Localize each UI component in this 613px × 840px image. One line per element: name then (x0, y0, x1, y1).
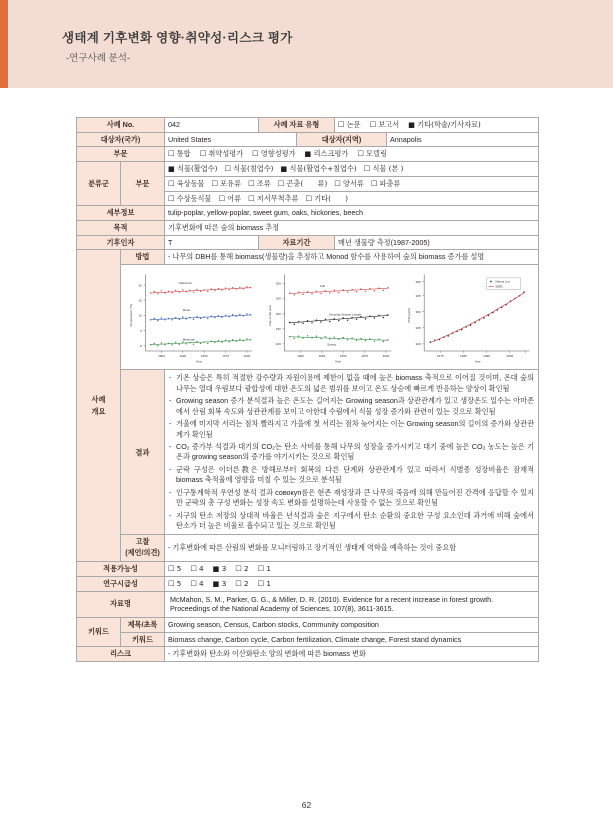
consideration-value: - 기후변화에 따른 산림의 변화를 모니터링하고 장기적인 생태계 역학을 예측하는 것이 중요함 (165, 535, 539, 562)
data-period-value: 매년 생물량 측정(1987-2005) (335, 235, 539, 250)
keyword-kw-label: 키워드 (121, 632, 165, 647)
table-row (77, 118, 539, 133)
list-item: - 군락 구성은 이더른教은 방해로부터 회복의 다른 단계와 상관관계가 있고 따라서 식별종 성장비율은 잠재적 biomass 축적율에 영향을 미칠 수 있는 것으로 분석됨 (169, 465, 534, 485)
svg-text:SERC: SERC (495, 284, 504, 289)
header-accent-bar (0, 0, 8, 88)
chart-growing-season (262, 268, 398, 366)
svg-text:Spring: Spring (326, 342, 336, 347)
page-subtitle: -연구사례 분석- (66, 53, 131, 64)
risk-label: 리스크 (77, 647, 165, 662)
svg-text:25: 25 (138, 283, 142, 288)
region-label: 대상자(지역) (297, 132, 387, 147)
svg-text:300: 300 (275, 281, 281, 286)
chart-growing-season-svg (263, 269, 397, 365)
table-row (77, 562, 539, 577)
case-table-wrap (76, 117, 538, 662)
svg-text:Year: Year (195, 359, 202, 364)
climate-factor-label: 기후인자 (77, 235, 165, 250)
table-row (77, 647, 539, 662)
svg-text:Fall: Fall (319, 284, 325, 289)
svg-text:250: 250 (275, 296, 281, 301)
country-label: 대상자(국가) (77, 132, 165, 147)
classification-row-terrestrial: ☐ 육상동물 ☐ 포유류 ☐ 조류 ☐ 곤충( 류) ☐ 양서류 ☐ 파충류 (165, 176, 539, 191)
svg-text:Year: Year (474, 359, 482, 364)
region-value: Annapolis (387, 132, 539, 147)
svg-text:1950: 1950 (200, 354, 208, 359)
case-no-label: 사례 No. (77, 118, 165, 133)
keyword-title-label: 제목/초록 (121, 617, 165, 632)
list-item: - 인구통계학적 우연성 분석 결과 совокуп름은 현존 재성장과 큰 나무의 죽음에 의해 만들어진 간격에 응답할 수 있지만 군락의 총 구성 변화는 성장 속도 변화를 설명하는데 사용할 수 없는 것으로 확인됨 (169, 488, 534, 508)
result-value (165, 370, 539, 535)
table-row (77, 221, 539, 236)
data-type-options: ☐ 논문 ☐ 보고서 ■ 기타(학술/기사자료) (335, 118, 539, 133)
list-item: - 지구의 탄소 저장의 상대적 바율은 년석결과 숲은 지구에서 탄소 순환의 중요한 구성 요소인데 과거에 비해 숲에서 탄소가 더 높은 비율로 흡수되고 있는 것으로 확인됨 (169, 511, 534, 531)
applicability-options: ☐ 5 ☐ 4 ■ 3 ☐ 2 ☐ 1 (165, 562, 539, 577)
list-item: - 겨울에 미지막 서리는 점차 빨라지고 가을에 첫 서리는 점차 늦어지는 이는 Growing season의 길이의 증가와 상관관계가 확인됨 (169, 419, 534, 439)
page-header (0, 0, 613, 88)
table-row (77, 250, 539, 265)
keyword-kw-value: Biomass change, Carbon cycle, Carbon fertilization, Climate change, Forest stand dynamics (165, 632, 539, 647)
result-label: 결과 (121, 370, 165, 535)
keyword-label: 키워드 (77, 617, 121, 646)
table-row (77, 632, 539, 647)
svg-text:2000: 2000 (243, 354, 251, 359)
svg-text:1985: 1985 (460, 354, 468, 359)
list-item: - 기온 상승은 특히 적절한 강수량과 자원이용에 제한이 없을 때에 높은 biomass 축적으로 이어질 것이며, 온대 숲의 나무는 열대 우림보다 광합성에 대한 온도의 넓은 범위를 보이고 온도 상승에 빠르게 반응하는 양상이 확인됨 (169, 373, 534, 393)
case-table (76, 117, 539, 662)
table-row (77, 576, 539, 591)
svg-text:320: 320 (415, 342, 421, 347)
svg-text:Mauna Loa: Mauna Loa (495, 279, 511, 284)
page-number: 62 (301, 800, 312, 810)
svg-text:Mean: Mean (182, 308, 191, 313)
purpose-value: 기후변화에 따른 숲의 biomass 추정 (165, 221, 539, 236)
classification-label: 분류군 (77, 162, 121, 206)
result-list (169, 373, 534, 531)
table-row (77, 617, 539, 632)
charts-row (121, 265, 538, 369)
svg-text:CO2 (ppm): CO2 (ppm) (407, 308, 412, 323)
table-row (77, 147, 539, 162)
climate-factor-value: T (165, 235, 259, 250)
table-row (77, 591, 539, 617)
sector-options: ☐ 통합 ☐ 취약성평가 ☐ 영향성평가 ■ 리스크평가 ☐ 모델링 (165, 147, 539, 162)
svg-text:Day of the year: Day of the year (267, 305, 272, 326)
classification-row-aquatic: ☐ 수상동식물 ☐ 어류 ☐ 저서무척추류 ☐ 기타( ) (165, 191, 539, 206)
svg-text:Maximum: Maximum (179, 281, 193, 286)
consideration-label: 고찰 (제언/의견) (121, 535, 165, 562)
detail-value: tulip-poplar, yellow-poplar, sweet gum, oaks, hickories, beech (165, 206, 539, 221)
svg-text:335: 335 (415, 326, 421, 331)
table-row (77, 206, 539, 221)
svg-text:1975: 1975 (222, 354, 229, 359)
table-row (77, 132, 539, 147)
svg-text:1975: 1975 (437, 354, 444, 359)
page-title: 생태계 기후변화 영향·취약성·리스크 평가 (62, 31, 293, 45)
chart-co2-svg (401, 269, 535, 365)
detail-label: 세부정보 (77, 206, 165, 221)
svg-text:1925: 1925 (318, 354, 325, 359)
svg-text:1995: 1995 (483, 354, 491, 359)
risk-value: - 기후변화와 탄소와 이산화탄소 양의 변화에 따른 biomass 변화 (165, 647, 539, 662)
svg-text:10: 10 (138, 313, 142, 318)
svg-text:20: 20 (138, 298, 142, 303)
chart-temperature-svg (124, 269, 258, 365)
chart-co2 (400, 268, 536, 366)
country-value: United States (165, 132, 297, 147)
list-item: - CO₂ 증가부 석결과 대기의 CO₂는 탄소 사비를 통해 나무의 성장을 증가시키고 대기 중에 높은 CO₂ 농도는 높은 기온과 growing season의 증가를 야기시키는 것으로 확인됨 (169, 442, 534, 462)
source-label: 자료명 (77, 591, 165, 617)
urgency-options: ☐ 5 ☐ 4 ■ 3 ☐ 2 ☐ 1 (165, 576, 539, 591)
chart-temperature (123, 268, 259, 366)
svg-text:365: 365 (415, 294, 421, 299)
table-row (77, 370, 539, 535)
source-value: McMahon, S. M., Parker, G. G., & Miller, D. R. (2010). Evidence for a recent increase in forest growth. Proceedings of the National Academy of Sciences, 107(8), 3611-3615. (165, 591, 539, 617)
method-value: - 나무의 DBH를 통해 biomass(생물량)을 추정하고 Monod 함수를 사용하여 숲의 biomass 증가를 설명 (165, 250, 539, 265)
svg-text:2005: 2005 (506, 354, 514, 359)
svg-text:350: 350 (415, 310, 421, 315)
table-row (77, 162, 539, 177)
list-item: - Growing season 증가 분석결과 높은 온도는 길어지는 Growing season과 상관관계가 있고 생장온도 일수는 아마존에서 산림 회복 속도와 상관관계를 보이고 아한대 수림에서 식물 성장 증가와 관련이 있는 것으로 확인됨 (169, 396, 534, 416)
method-label: 방법 (121, 250, 165, 265)
urgency-label: 연구시급성 (77, 576, 165, 591)
classification-sector-label: 부문 (121, 162, 165, 206)
applicability-label: 적용가능성 (77, 562, 165, 577)
svg-text:1950: 1950 (339, 354, 347, 359)
svg-text:Minimum: Minimum (182, 337, 196, 342)
svg-text:200: 200 (275, 312, 281, 317)
table-row (77, 535, 539, 562)
svg-text:150: 150 (275, 327, 281, 332)
svg-text:Growing Season Length: Growing Season Length (328, 312, 361, 317)
table-row (77, 265, 539, 370)
svg-text:-5: -5 (139, 344, 142, 349)
purpose-label: 목적 (77, 221, 165, 236)
svg-text:1900: 1900 (158, 354, 165, 359)
charts-cell (121, 265, 539, 370)
svg-text:100: 100 (275, 342, 281, 347)
svg-text:Temperature (°C): Temperature (°C) (129, 303, 134, 328)
data-period-label: 자료기간 (259, 235, 335, 250)
svg-text:1925: 1925 (179, 354, 187, 359)
classification-row-plants: ■ 식물(활엽수) ☐ 식물(침엽수) ■ 식물(활엽수+침엽수) ☐ 식물 (본 ) (165, 162, 539, 177)
svg-text:2000: 2000 (382, 354, 390, 359)
table-row (77, 235, 539, 250)
sector-label: 부문 (77, 147, 165, 162)
data-type-label: 사례 자료 유형 (259, 118, 335, 133)
svg-text:1900: 1900 (296, 354, 304, 359)
keyword-title-value: Growing season, Census, Carbon stocks, Community composition (165, 617, 539, 632)
case-no-value: 042 (165, 118, 259, 133)
svg-text:Year: Year (334, 359, 341, 364)
summary-label: 사례 개요 (77, 250, 121, 562)
svg-text:1975: 1975 (360, 354, 368, 359)
svg-text:0: 0 (140, 329, 142, 334)
svg-text:380: 380 (415, 279, 421, 284)
